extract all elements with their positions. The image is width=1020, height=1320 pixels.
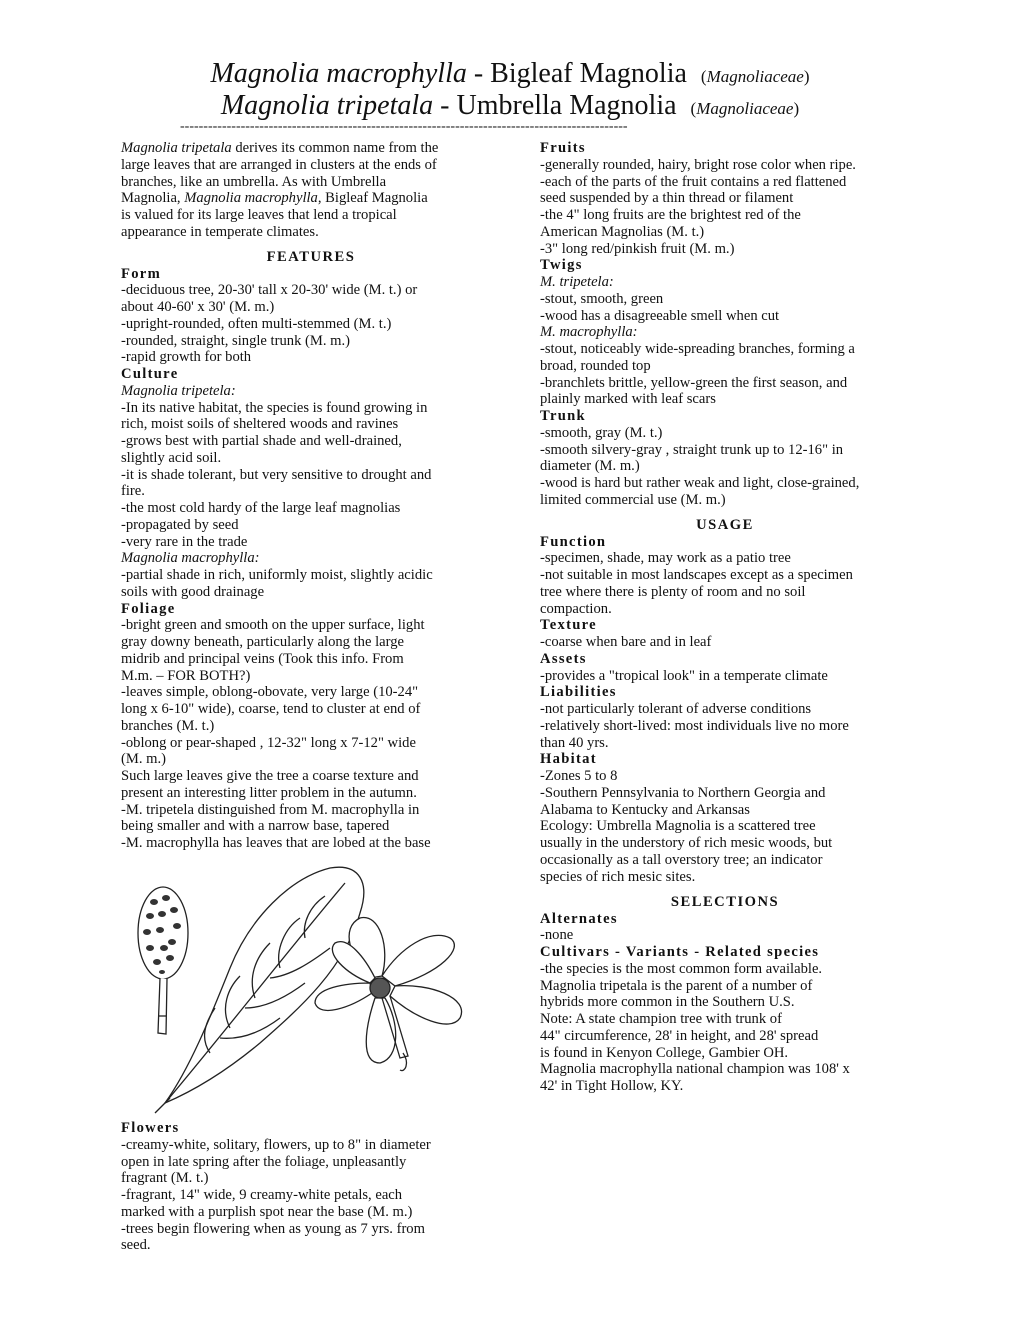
text-line: usually in the understory of rich mesic woods, but	[540, 835, 833, 852]
text-line: fragrant (M. t.)	[121, 1170, 209, 1187]
text-line: -M. macrophylla has leaves that are lobed at the base	[121, 835, 431, 852]
fruits-heading: Fruits	[540, 140, 586, 156]
text-line: -each of the parts of the fruit contains a red flattened	[540, 173, 847, 190]
text-line: Magnolia macrophylla national champion was 108' x	[540, 1061, 850, 1078]
text-line: hybrids more common in the Southern U.S.	[540, 994, 795, 1011]
text-line: is found in Kenyon College, Gambier OH.	[540, 1044, 789, 1061]
text-line: -it is shade tolerant, but very sensitive to drought and	[121, 466, 432, 483]
text-line: -provides a "tropical look" in a temperate climate	[540, 667, 828, 684]
text-line: -branchlets brittle, yellow-green the first season, and	[540, 374, 848, 391]
text-line: occasionally as a tall overstory tree; an indicator	[540, 851, 823, 868]
culture-list	[121, 567, 501, 601]
text-line: present an interesting litter problem in the autumn.	[121, 784, 417, 801]
twigs-list	[540, 341, 910, 408]
culture-subheading: Magnolia tripetela:	[121, 382, 236, 399]
text-line: than 40 yrs.	[540, 734, 609, 751]
text-line: tree where there is plenty of room and no soil	[540, 583, 806, 600]
intro-line: Magnolia, Magnolia macrophylla, Bigleaf Magnolia	[121, 190, 428, 207]
text-line: -wood is hard but rather weak and light, close-grained,	[540, 475, 860, 491]
text-line: (M. m.)	[121, 751, 166, 768]
texture-heading: Texture	[540, 617, 597, 634]
text-line: 44" circumference, 28' in height, and 28' spread	[540, 1027, 819, 1044]
text-line: long x 6-10" wide), coarse, tend to cluster at end of	[121, 701, 421, 718]
text-line: fire.	[121, 483, 145, 500]
foliage-list	[121, 617, 501, 852]
texture-list	[540, 634, 910, 651]
habitat-heading: Habitat	[540, 751, 597, 768]
text-line: seed.	[121, 1237, 151, 1254]
cultivars-list	[540, 961, 910, 1095]
text-line: -deciduous tree, 20-30' tall x 20-30' wide (M. t.) or	[121, 282, 418, 299]
form-heading: Form	[121, 265, 162, 282]
alternates-list	[540, 927, 910, 944]
text-line: Note: A state champion tree with trunk of	[540, 1011, 782, 1028]
text-line: branches (M. t.)	[121, 717, 215, 734]
text-line: -stout, noticeably wide-spreading branches, forming a	[540, 341, 855, 357]
text-line: -In its native habitat, the species is found growing in	[121, 399, 428, 416]
family-name: Magnoliaceae	[706, 67, 804, 86]
text-line: being smaller and with a narrow base, tapered	[121, 818, 390, 835]
text-line: gray downy beneath, particularly along the large	[121, 634, 404, 651]
text-line: -grows best with partial shade and well-drained,	[121, 433, 402, 450]
text-line: seed suspended by a thin thread or filament	[540, 190, 794, 207]
text-line: -very rare in the trade	[121, 533, 248, 550]
features-heading: FEATURES	[266, 248, 356, 265]
form-list	[121, 282, 501, 366]
culture-heading: Culture	[121, 366, 179, 383]
flowers-heading: Flowers	[121, 1120, 180, 1136]
flowers-section	[121, 1120, 501, 1254]
text-line: -oblong or pear-shaped , 12-32" long x 7-12" wide	[121, 734, 416, 751]
text-line: -Zones 5 to 8	[540, 768, 618, 785]
text-line: -trees begin flowering when as young as 7 yrs. from	[121, 1220, 425, 1237]
alternates-heading: Alternates	[540, 910, 618, 927]
text-line: midrib and principal veins (Took this info. From	[121, 650, 404, 667]
text-line: -bright green and smooth on the upper surface, light	[121, 617, 425, 634]
function-heading: Function	[540, 533, 607, 550]
magnolia-illustration	[120, 858, 500, 1120]
text-line: -coarse when bare and in leaf	[540, 634, 712, 651]
text-line: -stout, smooth, green	[540, 290, 664, 307]
text-line: -partial shade in rich, uniformly moist, slightly acidic	[121, 567, 433, 584]
text-line: species of rich mesic sites.	[540, 868, 696, 885]
text-line: -smooth, gray (M. t.)	[540, 424, 663, 441]
text-line: -creamy-white, solitary, flowers, up to 8" in diameter	[121, 1136, 431, 1153]
liabilities-list	[540, 701, 910, 751]
text-line: -specimen, shade, may work as a patio tree	[540, 550, 791, 567]
culture-subheading: Magnolia macrophylla:	[121, 550, 260, 567]
text-line: -3" long red/pinkish fruit (M. m.)	[540, 240, 735, 257]
text-line: about 40-60' x 30' (M. m.)	[121, 299, 275, 316]
text-line: -smooth silvery-gray , straight trunk up to 12-16" in	[540, 441, 844, 458]
trunk-heading: Trunk	[540, 408, 586, 424]
text-line: diameter (M. m.)	[540, 458, 640, 475]
text-line: -Southern Pennsylvania to Northern Georgia and	[540, 784, 826, 801]
text-line: -the species is the most common form available.	[540, 960, 823, 977]
text-line: -rapid growth for both	[121, 349, 252, 366]
text-line: American Magnolias (M. t.)	[540, 223, 705, 240]
right-column	[540, 140, 910, 1095]
left-column	[121, 140, 501, 852]
page-title-line-2: Magnolia tripetala - Umbrella Magnolia (Magnoliaceae)	[220, 90, 800, 121]
intro-line: large leaves that are arranged in clusters at the ends of	[121, 156, 437, 173]
text-line: marked with a purplish spot near the base (M. m.)	[121, 1203, 413, 1220]
text-line: soils with good drainage	[121, 583, 265, 600]
text-line: Such large leaves give the tree a coarse texture and	[121, 768, 419, 785]
text-line: 42' in Tight Hollow, KY.	[540, 1078, 684, 1095]
text-line: -generally rounded, hairy, bright rose color when ripe.	[540, 156, 856, 173]
page-title-line-1: Magnolia macrophylla - Bigleaf Magnolia (Magnoliaceae)	[210, 58, 810, 89]
intro-line: appearance in temperate climates.	[121, 223, 319, 240]
text-line: rich, moist soils of sheltered woods and ravines	[121, 416, 399, 433]
text-line: slightly acid soil.	[121, 449, 222, 466]
text-line: plainly marked with leaf scars	[540, 391, 716, 408]
text-line: -none	[540, 927, 574, 944]
assets-heading: Assets	[540, 650, 587, 667]
text-line: compaction.	[540, 600, 612, 617]
habitat-list	[540, 768, 910, 885]
text-line: -leaves simple, oblong-obovate, very large (10-24"	[121, 684, 419, 701]
intro-line: branches, like an umbrella. As with Umbrella	[121, 173, 387, 190]
text-line: limited commercial use (M. m.)	[540, 491, 726, 508]
text-line: -the 4" long fruits are the brightest red of the	[540, 207, 801, 223]
twigs-heading: Twigs	[540, 257, 583, 274]
twigs-subheading: M. macrophylla:	[540, 324, 638, 341]
text-line: Magnolia tripetala is the parent of a number of	[540, 977, 813, 994]
twigs-list	[540, 291, 910, 325]
twigs-subheading: M. tripetela:	[540, 274, 614, 290]
text-line: Alabama to Kentucky and Arkansas	[540, 801, 750, 818]
text-line: M.m. – FOR BOTH?)	[121, 667, 251, 684]
text-line: -not suitable in most landscapes except as a specimen	[540, 567, 853, 584]
trunk-list	[540, 425, 910, 509]
text-line: -fragrant, 14" wide, 9 creamy-white petals, each	[121, 1187, 403, 1203]
fruit-cone-drawing	[138, 887, 188, 1034]
text-line: -rounded, straight, single trunk (M. m.)	[121, 332, 351, 349]
intro-line: is valued for its large leaves that lend a tropical	[121, 207, 397, 223]
text-line: -relatively short-lived: most individuals live no more	[540, 717, 849, 734]
assets-list	[540, 668, 910, 685]
selections-heading: SELECTIONS	[670, 893, 780, 910]
foliage-heading: Foliage	[121, 600, 176, 617]
fruits-list	[540, 157, 910, 258]
text-line: -M. tripetela distinguished from M. macrophylla in	[121, 801, 420, 818]
function-list	[540, 550, 910, 617]
usage-heading: USAGE	[696, 516, 754, 533]
text-line: -wood has a disagreeable smell when cut	[540, 307, 780, 324]
text-line: Ecology: Umbrella Magnolia is a scattered tree	[540, 818, 816, 835]
common-name: - Bigleaf Magnolia	[466, 58, 687, 89]
dashed-divider: ------------------------------------------------------------------------------------------------	[180, 120, 628, 134]
species-name: Magnolia macrophylla	[210, 58, 467, 89]
text-line: -the most cold hardy of the large leaf magnolias	[121, 500, 401, 517]
text-line: -propagated by seed	[121, 516, 239, 533]
liabilities-heading: Liabilities	[540, 684, 617, 701]
culture-list	[121, 400, 501, 551]
common-name: - Umbrella Magnolia	[433, 90, 677, 121]
text-line: open in late spring after the foliage, unpleasantly	[121, 1153, 407, 1170]
intro-line: Magnolia tripetala derives its common name from the	[121, 140, 439, 156]
text-line: broad, rounded top	[540, 357, 651, 374]
family-name: Magnoliaceae	[696, 99, 794, 118]
cultivars-heading: Cultivars - Variants - Related species	[540, 944, 820, 961]
species-name: Magnolia tripetala	[220, 90, 434, 121]
text-line: -not particularly tolerant of adverse conditions	[540, 701, 812, 718]
flowers-list	[121, 1137, 501, 1254]
text-line: -upright-rounded, often multi-stemmed (M. t.)	[121, 315, 392, 332]
